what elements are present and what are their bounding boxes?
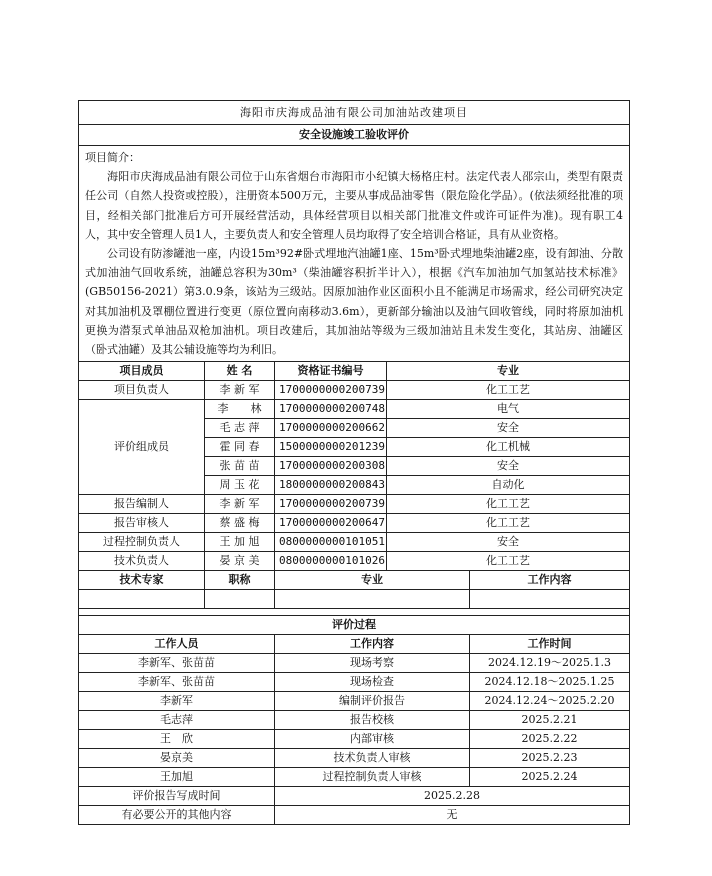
member-cert: 1800000000200843 (275, 476, 387, 495)
header-member: 项目成员 (79, 362, 205, 381)
member-name: 李 林 (205, 400, 275, 419)
process-header-row (79, 635, 630, 654)
table-row (79, 711, 630, 730)
process-time: 2025.2.21 (470, 711, 630, 730)
process-worker: 李新军、张苗苗 (79, 673, 275, 692)
process-task: 过程控制负责人审核 (275, 768, 470, 787)
process-worker: 王加旭 (79, 768, 275, 787)
member-name: 周 玉 花 (205, 476, 275, 495)
process-time: 2024.12.19～2025.1.3 (470, 654, 630, 673)
process-worker: 王 欣 (79, 730, 275, 749)
table-row (79, 806, 630, 825)
section-gap (79, 609, 630, 616)
member-cert: 1700000000200748 (275, 400, 387, 419)
experts-empty-row (79, 590, 630, 609)
member-cert: 1500000000201239 (275, 438, 387, 457)
process-worker: 晏京美 (79, 749, 275, 768)
table-row (79, 495, 630, 514)
process-time: 2024.12.18～2025.1.25 (470, 673, 630, 692)
table-row (79, 768, 630, 787)
report-time-value: 2025.2.28 (275, 787, 630, 806)
member-major: 自动化 (387, 476, 630, 495)
table-row (79, 552, 630, 571)
header-work-content: 工作内容 (470, 571, 630, 590)
member-name: 王 加 旭 (205, 533, 275, 552)
member-role: 评价组成员 (79, 400, 205, 495)
process-worker: 毛志萍 (79, 711, 275, 730)
member-role: 项目负责人 (79, 381, 205, 400)
member-name: 张 苗 苗 (205, 457, 275, 476)
other-content-value: 无 (275, 806, 630, 825)
member-major: 化工工艺 (387, 495, 630, 514)
member-cert: 0800000000101051 (275, 533, 387, 552)
member-major: 安全 (387, 533, 630, 552)
member-cert: 1700000000200739 (275, 495, 387, 514)
member-name: 李 新 军 (205, 381, 275, 400)
member-major: 化工机械 (387, 438, 630, 457)
header-time: 工作时间 (470, 635, 630, 654)
member-cert: 0800000000101026 (275, 552, 387, 571)
header-worker: 工作人员 (79, 635, 275, 654)
table-row (79, 381, 630, 400)
table-row (79, 749, 630, 768)
header-name: 姓 名 (205, 362, 275, 381)
intro-paragraph-1: 海阳市庆海成品油有限公司位于山东省烟台市海阳市小纪镇大杨格庄村。法定代表人邵宗山，类型有限责任公司（自然人投资或控股），注册资本500万元，主要从事成品油零售（限危险化学品）。(依法须经批准的项目，经相关部门批准后方可开展经营活动，具体经营项目以相关部门批准文件或许可证件为准)。现有职工4人，其中安全管理人员1人，主要负责人和安全管理人员均取得了安全培训合格证，具有从业资格。 (85, 170, 623, 241)
member-role: 报告编制人 (79, 495, 205, 514)
member-name: 霍 同 春 (205, 438, 275, 457)
member-cert: 1700000000200308 (275, 457, 387, 476)
table-row (79, 514, 630, 533)
document-subtitle: 安全设施竣工验收评价 (79, 125, 630, 146)
header-task: 工作内容 (275, 635, 470, 654)
member-name: 晏 京 美 (205, 552, 275, 571)
member-role: 报告审核人 (79, 514, 205, 533)
table-row (79, 787, 630, 806)
header-expert: 技术专家 (79, 571, 205, 590)
member-cert: 1700000000200739 (275, 381, 387, 400)
member-role: 过程控制负责人 (79, 533, 205, 552)
intro-label: 项目简介： (85, 151, 140, 164)
member-major: 化工工艺 (387, 514, 630, 533)
other-content-label: 有必要公开的其他内容 (79, 806, 275, 825)
process-task: 编制评价报告 (275, 692, 470, 711)
report-time-label: 评价报告写成时间 (79, 787, 275, 806)
member-cert: 1700000000200647 (275, 514, 387, 533)
member-major: 安全 (387, 419, 630, 438)
process-time: 2024.12.24～2025.2.20 (470, 692, 630, 711)
process-task: 报告校核 (275, 711, 470, 730)
process-task: 现场检查 (275, 673, 470, 692)
table-row (79, 654, 630, 673)
process-worker: 李新军 (79, 692, 275, 711)
process-time: 2025.2.22 (470, 730, 630, 749)
process-task: 内部审核 (275, 730, 470, 749)
process-time: 2025.2.23 (470, 749, 630, 768)
header-specialty: 专业 (275, 571, 470, 590)
table-row (79, 730, 630, 749)
process-time: 2025.2.24 (470, 768, 630, 787)
member-name: 李 新 军 (205, 495, 275, 514)
experts-header-row (79, 571, 630, 590)
members-header-row (79, 362, 630, 381)
project-intro (79, 146, 630, 362)
table-row (79, 533, 630, 552)
process-worker: 李新军、张苗苗 (79, 654, 275, 673)
table-row (79, 400, 630, 419)
process-task: 技术负责人审核 (275, 749, 470, 768)
table-row (79, 673, 630, 692)
member-major: 电气 (387, 400, 630, 419)
header-title: 职称 (205, 571, 275, 590)
member-major: 化工工艺 (387, 552, 630, 571)
document-title: 海阳市庆海成品油有限公司加油站改建项目 (79, 101, 630, 125)
intro-paragraph-2: 公司设有防渗罐池一座，内设15m³92#卧式埋地汽油罐1座、15m³卧式埋地柴油罐2座，设有卸油、分散式加油油气回收系统，油罐总容积为30m³（柴油罐容积折半计入），根据《汽车加油加气加氢站技术标准》(GB50156-2021）第3.0.9条，该站为三级站。因原加油作业区面积小且不能满足市场需求，经公司研究决定对其加油机及罩棚位置进行变更（原位置向南移动3.6m），更新部分输油以及油气回收管线，同时将原加油机更换为潜泵式单油品双枪加油机。项目改建后，其加油站等级为三级加油站且未发生变化，其站房、油罐区（卧式油罐）及其公辅设施等均为利旧。 (85, 247, 623, 357)
header-major: 专业 (387, 362, 630, 381)
member-role: 技术负责人 (79, 552, 205, 571)
table-row (79, 692, 630, 711)
form-table (78, 100, 630, 825)
process-task: 现场考察 (275, 654, 470, 673)
member-name: 蔡 盛 梅 (205, 514, 275, 533)
acceptance-form (78, 100, 629, 825)
member-major: 安全 (387, 457, 630, 476)
member-name: 毛 志 萍 (205, 419, 275, 438)
process-title: 评价过程 (79, 616, 630, 635)
member-major: 化工工艺 (387, 381, 630, 400)
member-cert: 1700000000200662 (275, 419, 387, 438)
header-cert: 资格证书编号 (275, 362, 387, 381)
